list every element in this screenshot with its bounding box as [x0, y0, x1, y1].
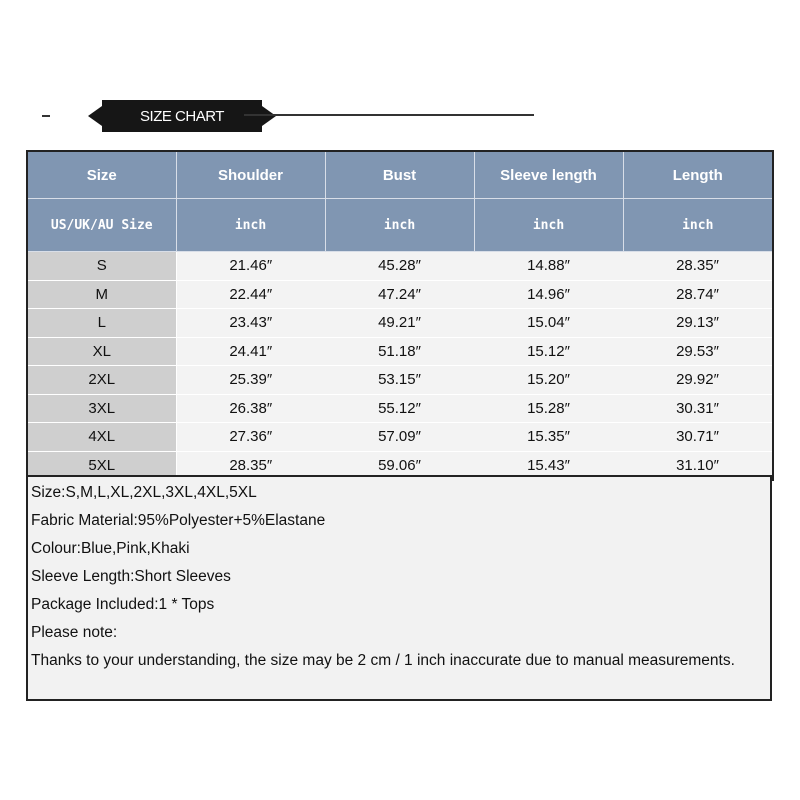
bust-cell: 51.18″ — [325, 337, 474, 366]
size-cell: 3XL — [27, 394, 176, 423]
size-cell: 4XL — [27, 423, 176, 452]
bust-cell: 47.24″ — [325, 280, 474, 309]
size-cell: M — [27, 280, 176, 309]
size-cell: L — [27, 309, 176, 338]
table-row — [27, 309, 773, 338]
note-package: Package Included:1 * Tops — [31, 596, 215, 613]
table-unit-row — [27, 199, 773, 252]
length-cell: 30.71″ — [623, 423, 773, 452]
length-cell: 28.74″ — [623, 280, 773, 309]
shoulder-cell: 27.36″ — [176, 423, 325, 452]
note-measurement-disclaimer: Thanks to your understanding, the size may be 2 cm / 1 inch inaccurate due to manual measurements. — [31, 652, 735, 669]
bust-cell: 53.15″ — [325, 366, 474, 395]
length-cell: 29.53″ — [623, 337, 773, 366]
bust-cell: 49.21″ — [325, 309, 474, 338]
sleeve-length-cell: 14.88″ — [474, 252, 623, 281]
bust-cell: 55.12″ — [325, 394, 474, 423]
length-cell: 29.13″ — [623, 309, 773, 338]
unit-sleeve-length: inch — [474, 199, 623, 252]
note-fabric: Fabric Material:95%Polyester+5%Elastane — [31, 512, 326, 529]
size-cell: 5XL — [27, 451, 176, 480]
length-cell: 31.10″ — [623, 451, 773, 480]
sleeve-length-cell: 15.20″ — [474, 366, 623, 395]
bust-cell: 59.06″ — [325, 451, 474, 480]
bust-cell: 57.09″ — [325, 423, 474, 452]
unit-bust: inch — [325, 199, 474, 252]
shoulder-cell: 24.41″ — [176, 337, 325, 366]
sleeve-length-cell: 15.04″ — [474, 309, 623, 338]
shoulder-cell: 23.43″ — [176, 309, 325, 338]
table-header-row — [27, 151, 773, 199]
bust-cell: 45.28″ — [325, 252, 474, 281]
size-chart-heading — [40, 95, 540, 135]
unit-size-system: US/UK/AU Size — [27, 199, 176, 252]
sleeve-length-cell: 14.96″ — [474, 280, 623, 309]
note-colour: Colour:Blue,Pink,Khaki — [31, 540, 190, 557]
table-row — [27, 280, 773, 309]
sleeve-length-cell: 15.28″ — [474, 394, 623, 423]
shoulder-cell: 21.46″ — [176, 252, 325, 281]
sleeve-length-cell: 15.43″ — [474, 451, 623, 480]
sleeve-length-cell: 15.35″ — [474, 423, 623, 452]
banner-label: SIZE CHART — [140, 107, 224, 125]
header-shoulder: Shoulder — [176, 151, 325, 199]
product-notes — [26, 475, 772, 701]
shoulder-cell: 25.39″ — [176, 366, 325, 395]
heading-rule — [244, 114, 534, 116]
table-row — [27, 423, 773, 452]
shoulder-cell: 28.35″ — [176, 451, 325, 480]
table-row — [27, 394, 773, 423]
header-size: Size — [27, 151, 176, 199]
size-table — [26, 150, 774, 481]
size-cell: S — [27, 252, 176, 281]
size-cell: 2XL — [27, 366, 176, 395]
heading-left-dash — [42, 115, 50, 117]
table-row — [27, 337, 773, 366]
length-cell: 29.92″ — [623, 366, 773, 395]
note-sleeve-length: Sleeve Length:Short Sleeves — [31, 568, 231, 585]
note-sizes: Size:S,M,L,XL,2XL,3XL,4XL,5XL — [31, 484, 257, 501]
length-cell: 28.35″ — [623, 252, 773, 281]
unit-shoulder: inch — [176, 199, 325, 252]
size-cell: XL — [27, 337, 176, 366]
sleeve-length-cell: 15.12″ — [474, 337, 623, 366]
unit-length: inch — [623, 199, 773, 252]
header-length: Length — [623, 151, 773, 199]
header-sleeve-length: Sleeve length — [474, 151, 623, 199]
size-chart-banner — [102, 100, 262, 132]
length-cell: 30.31″ — [623, 394, 773, 423]
table-row — [27, 366, 773, 395]
shoulder-cell: 22.44″ — [176, 280, 325, 309]
header-bust: Bust — [325, 151, 474, 199]
note-please-note: Please note: — [31, 624, 118, 641]
shoulder-cell: 26.38″ — [176, 394, 325, 423]
table-row — [27, 252, 773, 281]
